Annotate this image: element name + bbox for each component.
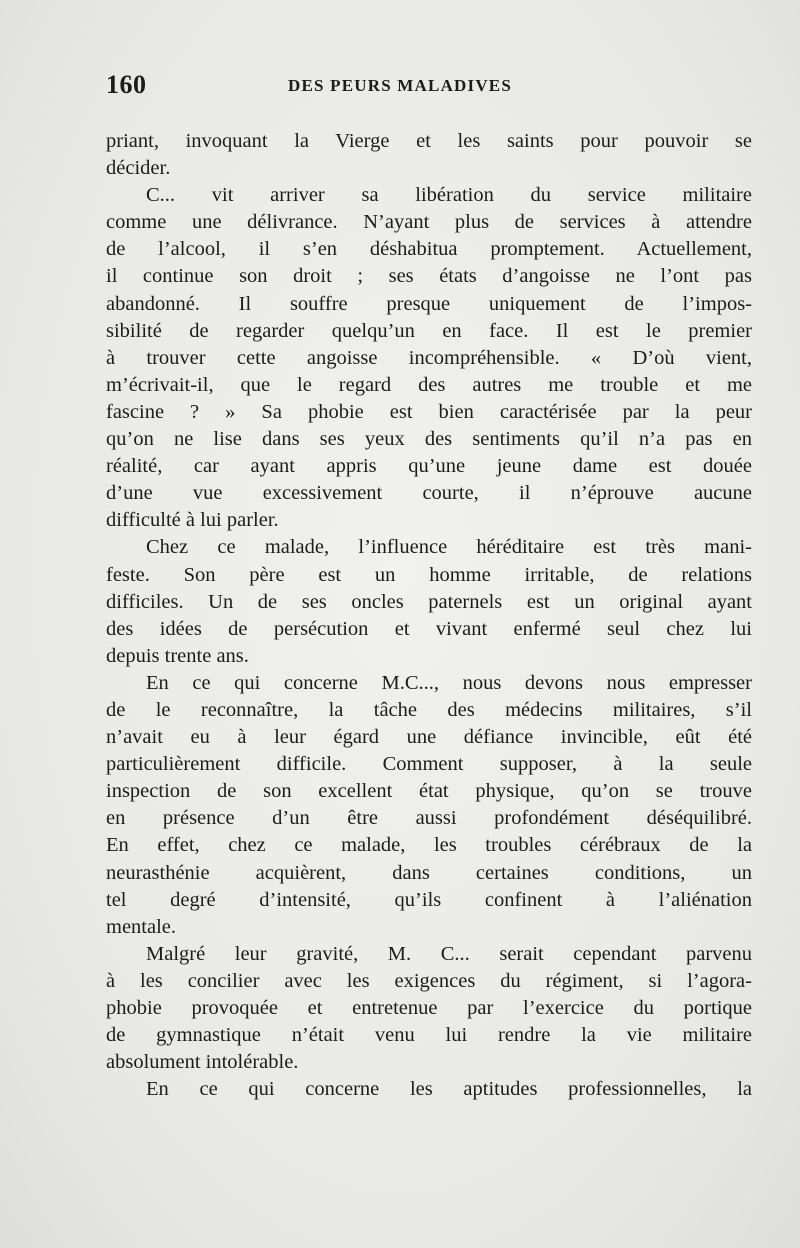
text-line: à les concilier avec les exigences du régiment, si l’agora- [106, 969, 752, 992]
text-line: feste. Son père est un homme irritable, de relations [106, 563, 752, 586]
text-line: neurasthénie acquièrent, dans certaines conditions, un [106, 861, 752, 884]
text-line: difficulté à lui parler. [106, 509, 279, 532]
text-line: difficiles. Un de ses oncles paternels est un original ayant [106, 590, 752, 613]
running-title: DES PEURS MALADIVES [288, 76, 513, 95]
text-line: En ce qui concerne les aptitudes professionnelles, la [146, 1078, 752, 1101]
text-line: des idées de persécution et vivant enfermé seul chez lui [106, 617, 752, 640]
text-line: sibilité de regarder quelqu’un en face. Il est le premier [106, 319, 752, 342]
text-line: de l’alcool, il s’en déshabitua promptement. Actuellement, [106, 238, 752, 261]
text-line: En ce qui concerne M.C..., nous devons nous empresser [146, 671, 752, 694]
text-line: d’une vue excessivement courte, il n’éprouve aucune [106, 482, 752, 505]
text-line: n’avait eu à leur égard une défiance invincible, eût été [106, 726, 752, 749]
text-line: décider. [106, 157, 171, 180]
page-header [106, 70, 756, 104]
text-line: inspection de son excellent état physique, qu’on se trouve [106, 780, 752, 803]
text-line: de le reconnaître, la tâche des médecins militaires, s’il [106, 698, 752, 721]
text-line: m’écrivait-il, que le regard des autres me trouble et me [106, 373, 752, 396]
text-line: priant, invoquant la Vierge et les saints pour pouvoir se [106, 130, 752, 152]
text-line: phobie provoquée et entretenue par l’exercice du portique [106, 997, 752, 1019]
text-line: absolument intolérable. [106, 1051, 299, 1074]
text-line: fascine ? » Sa phobie est bien caractérisée par la peur [106, 400, 752, 423]
page-number: 160 [106, 70, 147, 99]
text-line: comme une délivrance. N’ayant plus de services à attendre [106, 211, 752, 234]
text-line: réalité, car ayant appris qu’une jeune dame est douée [106, 455, 752, 478]
text-line: Chez ce malade, l’influence héréditaire est très mani- [146, 536, 752, 559]
text-line: C... vit arriver sa libération du service militaire [146, 184, 752, 207]
text-line: particulièrement difficile. Comment supposer, à la seule [106, 753, 752, 776]
text-line: mentale. [106, 915, 177, 938]
text-line: en présence d’un être aussi profondément déséquilibré. [106, 807, 752, 830]
text-line: tel degré d’intensité, qu’ils confinent à l’aliénation [106, 888, 752, 911]
text-line: de gymnastique n’était venu lui rendre la vie militaire [106, 1024, 752, 1047]
text-line: abandonné. Il souffre presque uniquement de l’impos- [106, 292, 752, 315]
body-text [106, 128, 752, 1103]
text-line: il continue son droit ; ses états d’angoisse ne l’ont pas [106, 265, 752, 288]
text-line: qu’on ne lise dans ses yeux des sentiments qu’il n’a pas en [106, 428, 752, 451]
text-line: Malgré leur gravité, M. C... serait cependant parvenu [146, 942, 752, 965]
text-line: En effet, chez ce malade, les troubles cérébraux de la [106, 834, 752, 857]
text-line: à trouver cette angoisse incompréhensible. « D’où vient, [106, 346, 752, 369]
text-line: depuis trente ans. [106, 644, 249, 667]
